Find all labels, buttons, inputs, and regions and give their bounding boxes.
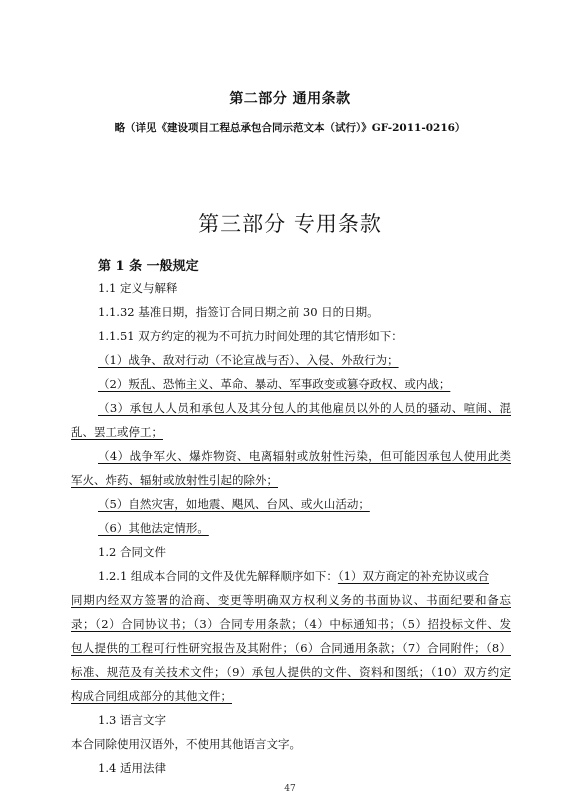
force-majeure-item-3-cont: 乱、罢工或停工；: [71, 425, 163, 439]
contract-documents-line-3: 录；（2）合同协议书；（3）合同专用条款；（4）中标通知书；（5）招投标文件、发: [71, 617, 511, 631]
page-number: 47: [284, 784, 296, 794]
force-majeure-item-6: （6）其他法定情形。: [98, 521, 209, 535]
contract-documents-line-2: 同期内经双方签署的洽商、变更等明确双方权利义务的书面协议、书面纪要和备忘: [71, 593, 511, 607]
contract-documents-line-6: 构成合同组成部分的其他文件；: [71, 689, 232, 703]
section-1-3-heading: 1.3 语言文字: [98, 713, 166, 727]
language-clause: 本合同除使用汉语外，不使用其他语言文字。: [71, 737, 301, 751]
part3-title: 第三部分 专用条款: [198, 212, 382, 236]
section-1-2-heading: 1.2 合同文件: [98, 545, 166, 559]
part2-note: 略（详见《建设项目工程总承包合同示范文本（试行）》GF-2011-0216）: [114, 122, 466, 134]
clause-1-2-1: 1.2.1 组成本合同的文件及优先解释顺序如下：（1）双方商定的补充协议或合: [98, 569, 489, 583]
contract-documents-line-4: 包人提供的工程可行性研究报告及其附件；（6）合同通用条款；（7）合同附件；（8）: [71, 641, 511, 655]
clause-1-1-51: 1.1.51 双方约定的视为不可抗力时间处理的其它情形如下：: [98, 329, 403, 343]
section-1-4-heading: 1.4 适用法律: [98, 761, 166, 775]
force-majeure-item-5: （5）自然灾害，如地震、飓风、台风、或火山活动；: [98, 497, 370, 511]
article1-heading: 第 1 条 一般规定: [98, 259, 199, 274]
part2-title: 第二部分 通用条款: [229, 91, 351, 107]
force-majeure-item-4-cont: 军火、炸药、辐射或放射性引起的除外；: [71, 473, 278, 487]
force-majeure-item-4: （4）战争军火、爆炸物资、电离辐射或放射性污染，但可能因承包人使用此类: [98, 449, 511, 463]
contract-documents-line-5: 标准、规范及有关技术文件；（9）承包人提供的文件、资料和图纸；（10）双方约定: [71, 665, 511, 679]
clause-1-1-32: 1.1.32 基准日期，指签订合同日期之前 30 日的日期。: [98, 305, 379, 319]
section-1-1-heading: 1.1 定义与解释: [98, 281, 178, 295]
force-majeure-item-1: （1）战争、敌对行动（不论宣战与否）、入侵、外敌行为；: [98, 353, 399, 367]
force-majeure-item-2: （2）叛乱、恐怖主义、革命、暴动、军事政变或篡夺政权、或内战；: [98, 377, 451, 391]
force-majeure-item-3: （3）承包人人员和承包人及其分包人的其他雇员以外的人员的骚动、喧闹、混: [98, 401, 511, 415]
